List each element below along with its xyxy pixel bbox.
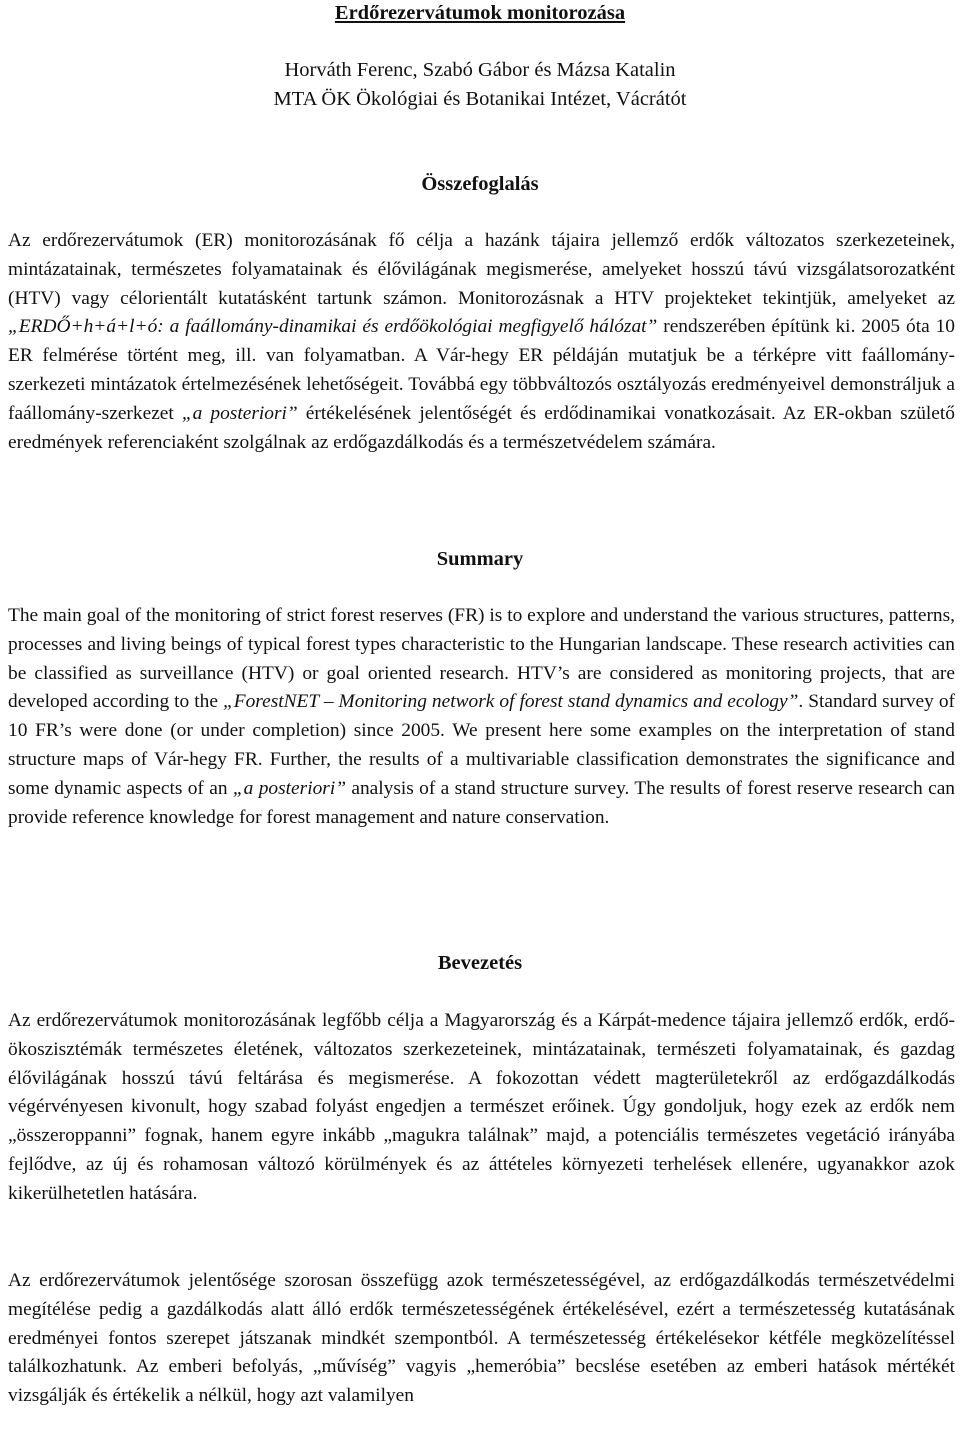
summary-text-3: analysis of a stand structure survey. The results of forest reserve research can provide reference knowledge for forest management and nature conservation. — [8, 777, 955, 828]
bevezetes-text-2: Az erdőrezervátumok jelentősége szorosan összefügg azok természetességével, az erdőgazdálkodás természetvédelmi megítélése pedig a gazdálkodás alatt álló erdők természetességének értékelésével, ezért a természetesség kutatásának eredményei fontos szerepet játszanak mindkét szempontból. A természetesség értékelésekor kétféle megközelítéssel találkozhatunk. Az emberi befolyás, „művíség” vagyis „hemeróbia” becslése esetében az emberi hatások mértékét vizsgálják és értékelik a nélkül, hogy azt valamilyen — [8, 1270, 955, 1407]
bevezetes-heading: Bevezetés — [437, 952, 523, 974]
affiliation: MTA ÖK Ökológiai és Botanikai Intézet, Vácrátót — [273, 88, 687, 110]
author-names: Horváth Ferenc, Szabó Gábor és Mázsa Katalin — [284, 59, 676, 81]
author-block — [0, 56, 960, 114]
bevezetes-paragraph-2 — [8, 1267, 955, 1411]
summary-paragraph — [8, 602, 955, 832]
bevezetes-paragraph-1 — [8, 1007, 955, 1209]
osszefoglalas-text-3: értékelésének jelentőségét és erdődinamikai vonatkozásait. Az ER-okban születő eredmények referenciaként szolgálnak az erdőgazdálkodás és a természetvédelem számára. — [8, 402, 955, 453]
paper-title: Erdőrezervátumok monitorozása — [334, 2, 626, 24]
osszefoglalas-italic-2: „a posteriori” — [181, 402, 298, 424]
summary-italic-2: „a posteriori” — [232, 777, 346, 799]
osszefoglalas-text-2: rendszerében építünk ki. 2005 óta 10 ER felmérése történt meg, ill. van folyamatban. A Vár-hegy ER példáján mutatjuk be a térképre vitt faállomány-szerkezeti mintázatok értelmezésének lehetőségeit. Továbbá egy többváltozós osztályozás eredményeivel demonstráljuk a faállomány-szerkezet — [8, 316, 955, 424]
osszefoglalas-italic-1: „ERDŐ+h+á+l+ó: a faállomány-dinamikai és erdőökológiai megfigyelő hálózat” — [8, 316, 658, 338]
osszefoglalas-text-1: Az erdőrezervátumok (ER) monitorozásának fő célja a hazánk tájaira jellemző erdők változatos szerkezeteinek, mintázatainak, természetes folyamatainak és élővilágának megismerése, amelyeket hosszú távú vizsgálatsorozatként (HTV) vagy célorientált kutatásként tartunk számon. Monitorozásnak a HTV projekteket tekintjük, amelyeket az — [8, 230, 955, 309]
bevezetes-text-1: Az erdőrezervátumok monitorozásának legfőbb célja a Magyarország és a Kárpát-medence tájaira jellemző erdők, erdő-ökoszisztémák természetes életének, változatos szerkezeteinek, mintázatainak, természeti folyamatainak, és gazdag élővilágának hosszú távú feltárása és megismerése. A fokozottan védett magterületekről az erdőgazdálkodás végérvényesen kivonult, hogy szabad folyást engedjen a természet erőinek. Úgy gondoljuk, hogy ezek az erdők nem „összeroppanni” fognak, hanem egyre inkább „magukra találnak” majd, a potenciális természetes vegetáció irányába fejlődve, az új és rohamosan változó körülmények és az áttételes környezeti terhelések ellenére, ugyanakkor azok kikerülhetetlen hatására. — [8, 1010, 955, 1204]
osszefoglalas-paragraph — [8, 227, 955, 457]
summary-text-2: . Standard survey of 10 FR’s were done (or under completion) since 2005. We present here some examples on the interpretation of stand structure maps of Vár-hegy FR. Further, the results of a multivariable classification demonstrates the significance and some dynamic aspects of an — [8, 691, 956, 799]
osszefoglalas-heading: Összefoglalás — [421, 173, 539, 195]
summary-heading: Summary — [436, 548, 524, 570]
summary-italic-1: „ForestNET – Monitoring network of forest stand dynamics and ecology” — [222, 691, 799, 713]
summary-text-1: The main goal of the monitoring of strict forest reserves (FR) is to explore and understand the various structures, patterns, processes and living beings of typical forest types characteristic to the Hungarian landscape. These research activities can be classified as surveillance (HTV) or goal oriented research. HTV’s are considered as monitoring projects, that are developed according to the — [8, 605, 955, 713]
